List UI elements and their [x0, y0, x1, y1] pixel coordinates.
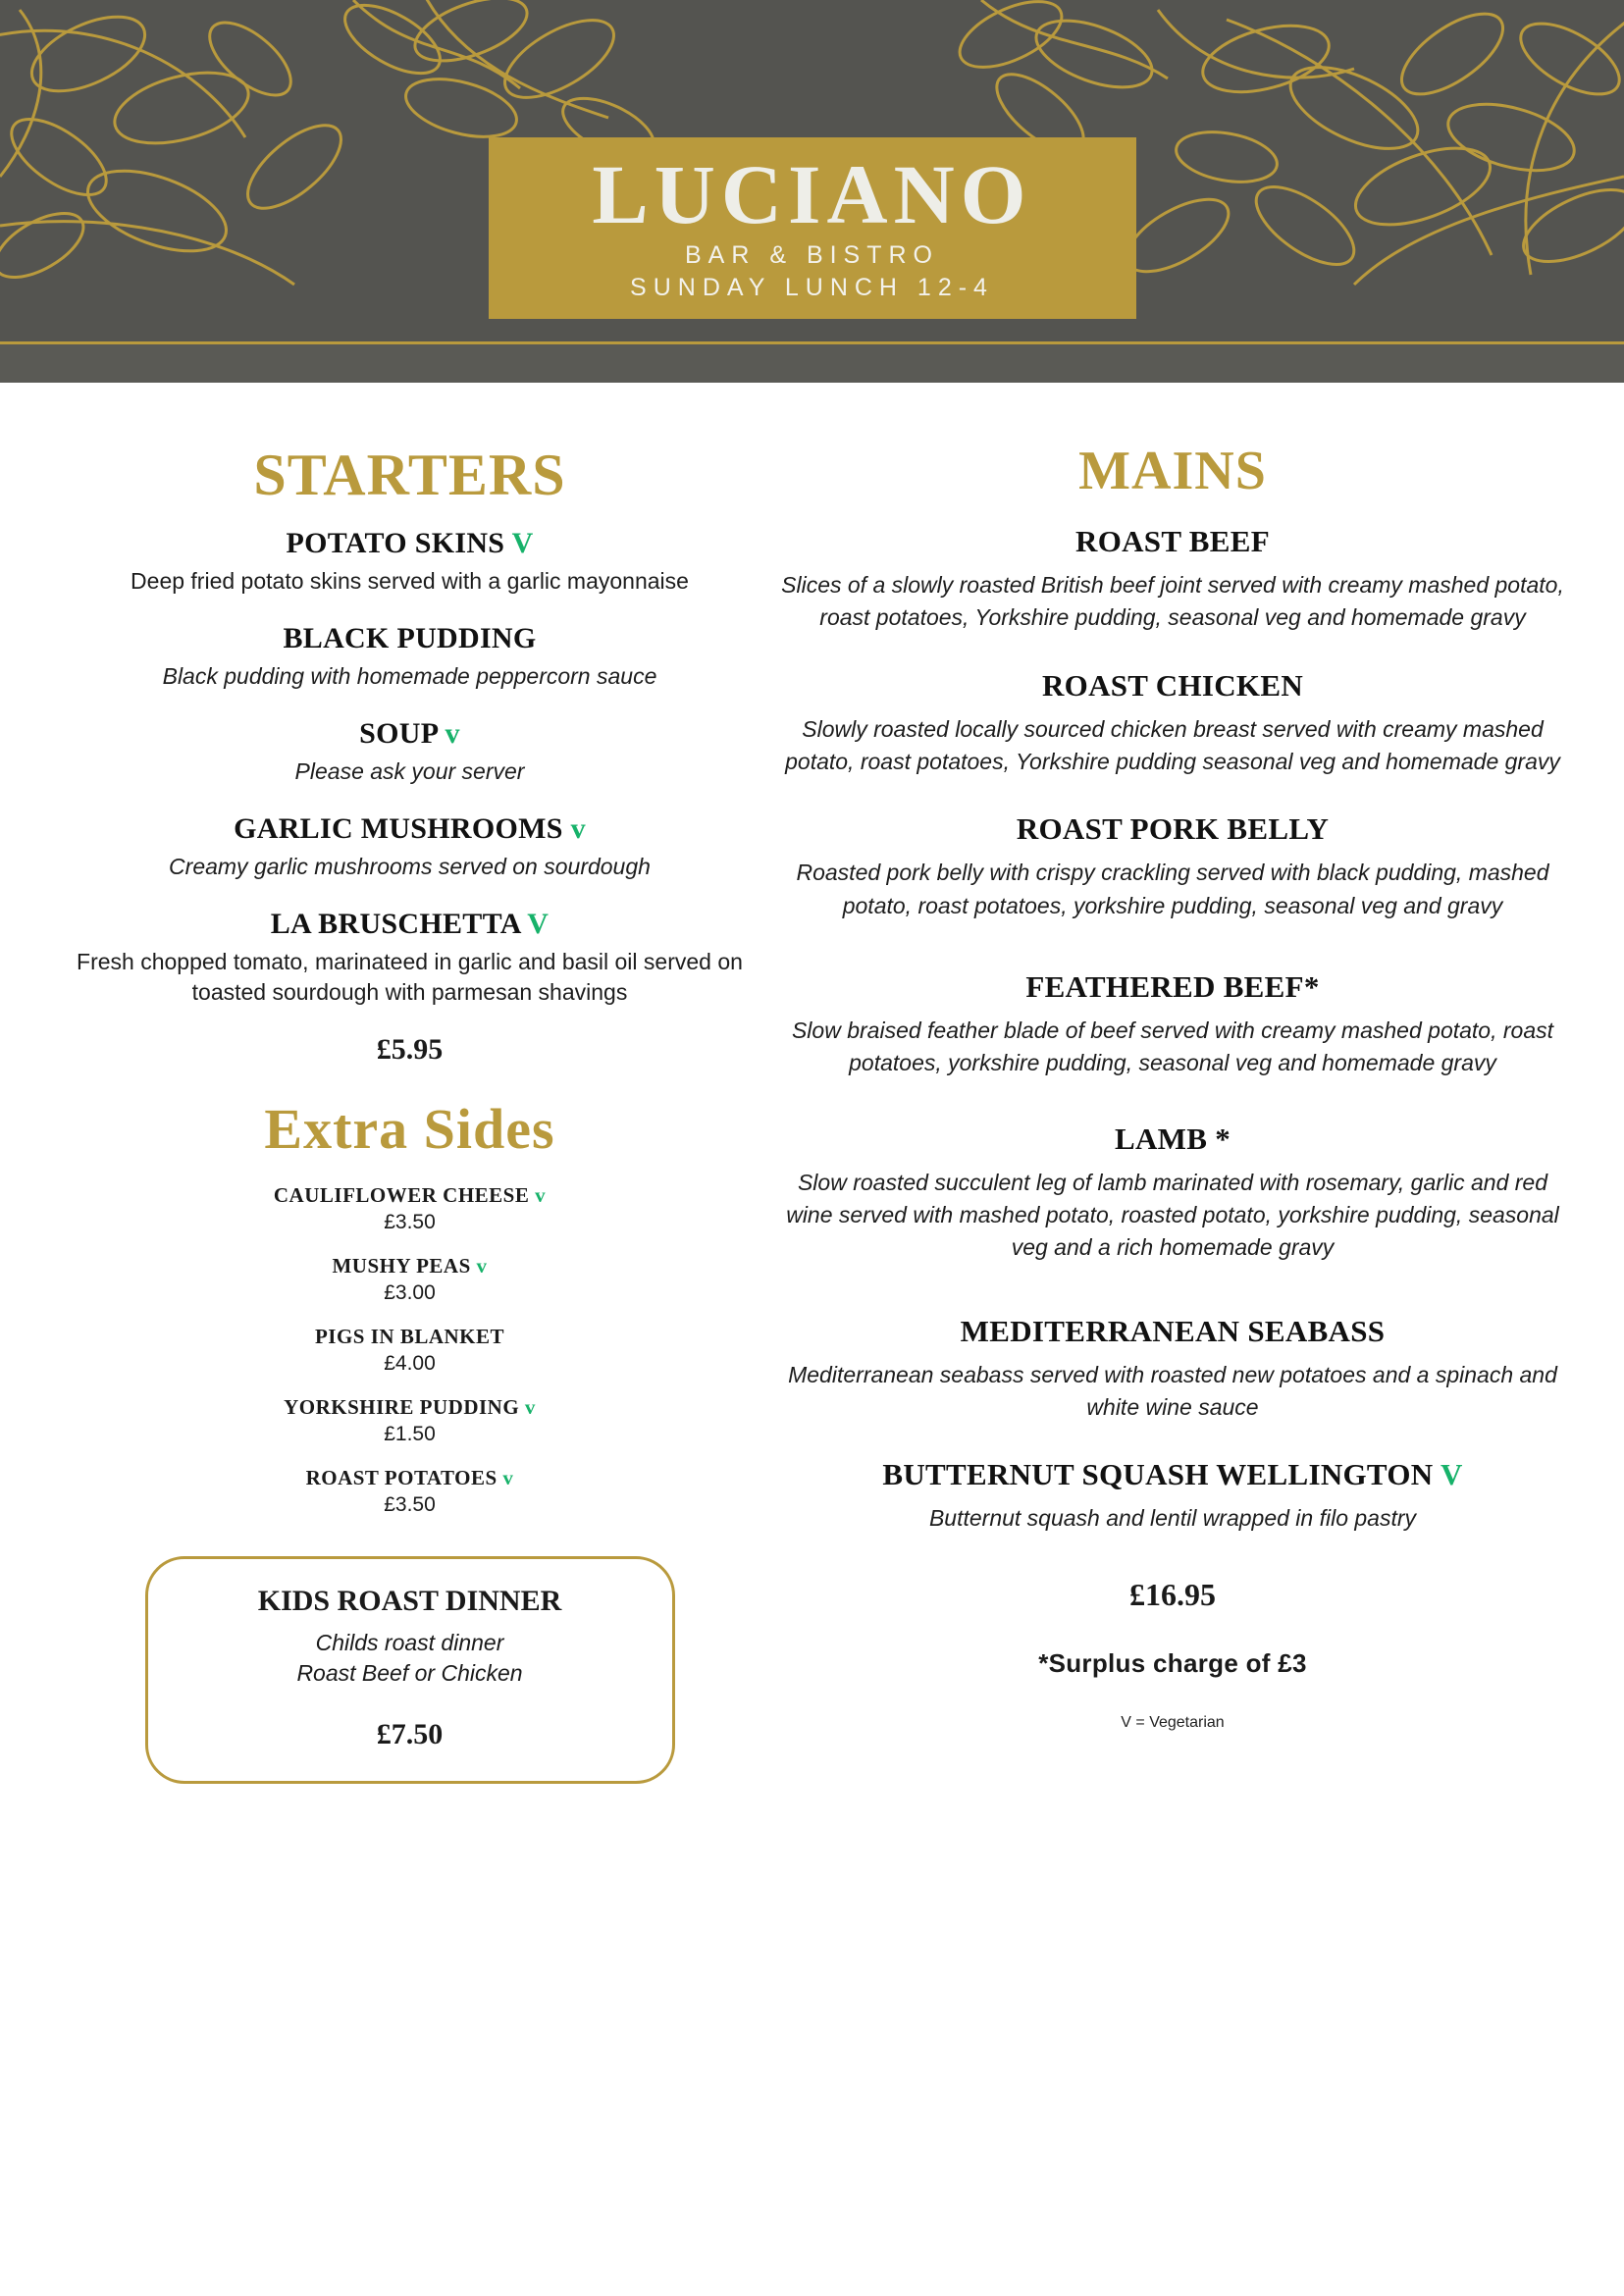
starters-column [49, 422, 770, 1784]
menu-item-label: BLACK PUDDING [283, 622, 537, 655]
section-title-extra-sides: Extra Sides [264, 1097, 555, 1162]
menu-item-label: POTATO SKINS [286, 527, 505, 559]
side-item-price: £3.50 [384, 1211, 436, 1234]
menu-item-name [69, 812, 751, 846]
side-item [69, 1183, 751, 1234]
menu-item-name [780, 1457, 1565, 1492]
side-item-label: ROAST POTATOES [305, 1466, 498, 1490]
vegetarian-marker: V [511, 527, 534, 559]
side-item-price: £1.50 [384, 1423, 436, 1446]
menu-item [780, 1457, 1565, 1535]
mains-column [770, 422, 1575, 1784]
menu-item-name [780, 668, 1565, 704]
menu-item-label: ROAST CHICKEN [1041, 667, 1304, 703]
menu-item-name [780, 1314, 1565, 1349]
menu-item-description: Butternut squash and lentil wrapped in filo pastry [928, 1505, 1417, 1532]
vegetarian-marker: v [476, 1254, 488, 1278]
menu-item-description: Fresh chopped tomato, marinateed in garlic and basil oil served on toasted sourdough with parmesan shavings [77, 949, 743, 1006]
menu-item-label: SOUP [359, 717, 438, 751]
side-item-name [69, 1325, 751, 1349]
side-item-label: YORKSHIRE PUDDING [284, 1395, 520, 1420]
menu-item-description: Creamy garlic mushrooms served on sourdough [169, 854, 651, 880]
side-item [69, 1325, 751, 1376]
menu-item [69, 622, 751, 692]
logo-subtitle-line1: BAR & BISTRO [684, 240, 940, 269]
menu-item-description: Roasted pork belly with crispy crackling served with black pudding, mashed potato, roast potatoes, yorkshire pudding, seasonal veg and gravy [796, 860, 1549, 918]
vegetarian-marker: v [524, 1395, 536, 1420]
menu-item-name [69, 622, 751, 655]
menu-item-name [69, 527, 751, 560]
menu-item-description: Slices of a slowly roasted British beef joint served with creamy mashed potato, roast potatoes, Yorkshire pudding, seasonal veg and homemade gravy [781, 572, 1564, 631]
vegetarian-marker: v [570, 812, 586, 846]
menu-item-description: Mediterranean seabass served with roasted new potatoes and a spinach and white wine sauce [788, 1361, 1557, 1421]
vegetarian-marker: v [535, 1183, 547, 1208]
side-item-name [69, 1466, 751, 1490]
menu-item-description: Please ask your server [294, 758, 525, 785]
kids-menu-line-1: Childs roast dinner [315, 1630, 504, 1656]
vegetarian-key: V = Vegetarian [1121, 1713, 1225, 1731]
kids-menu-line-2: Roast Beef or Chicken [296, 1660, 523, 1687]
menu-item-label: MEDITERRANEAN SEABASS [960, 1313, 1386, 1348]
side-item [69, 1254, 751, 1305]
side-item-price: £3.50 [384, 1493, 436, 1517]
side-item-price: £4.00 [384, 1352, 436, 1376]
side-item-label: CAULIFLOWER CHEESE [273, 1183, 530, 1208]
vegetarian-marker: v [445, 717, 460, 751]
menu-item-label: BUTTERNUT SQUASH WELLINGTON [882, 1457, 1434, 1492]
side-item-label: MUSHY PEAS [332, 1254, 471, 1278]
menu-item-label: ROAST PORK BELLY [1016, 811, 1330, 847]
menu-item [780, 1314, 1565, 1425]
menu-item-description: Deep fried potato skins served with a garlic mayonnaise [131, 568, 689, 594]
kids-menu-price: £7.50 [376, 1718, 444, 1751]
menu-item-label: LAMB * [1114, 1121, 1231, 1156]
menu-content [0, 383, 1624, 1784]
logo-subtitle-line2: SUNDAY LUNCH 12-4 [630, 274, 994, 302]
menu-item [780, 524, 1565, 635]
menu-item [69, 812, 751, 882]
menu-item-name [69, 717, 751, 751]
kids-roast-dinner-box [145, 1556, 675, 1784]
menu-item [780, 811, 1565, 922]
side-item-name [69, 1395, 751, 1420]
menu-item [69, 717, 751, 787]
side-item [69, 1395, 751, 1446]
menu-item [780, 1122, 1565, 1265]
side-item-name [69, 1254, 751, 1278]
section-title-starters: STARTERS [253, 443, 566, 507]
section-title-mains: MAINS [1078, 441, 1267, 501]
side-item-name [69, 1183, 751, 1208]
menu-item [69, 527, 751, 597]
side-item-price: £3.00 [384, 1281, 436, 1305]
side-item [69, 1466, 751, 1517]
menu-item-name [780, 969, 1565, 1005]
menu-item-name [780, 524, 1565, 559]
logo-block [489, 137, 1136, 319]
surplus-charge-note: *Surplus charge of £3 [1038, 1647, 1307, 1678]
menu-item-description: Slowly roasted locally sourced chicken breast served with creamy mashed potato, roast potatoes, Yorkshire pudding seasonal veg and homemade gravy [785, 715, 1560, 775]
menu-item [780, 969, 1565, 1080]
menu-item-label: FEATHERED BEEF* [1025, 969, 1320, 1005]
vegetarian-marker: v [502, 1466, 514, 1490]
menu-item-name [780, 1122, 1565, 1157]
menu-item-label: LA BRUSCHETTA [270, 908, 521, 941]
menu-header [0, 0, 1624, 383]
vegetarian-marker: V [527, 908, 550, 941]
menu-item-label: ROAST BEEF [1075, 524, 1270, 558]
vegetarian-marker: V [1440, 1457, 1463, 1492]
menu-item-name [780, 811, 1565, 847]
starters-price: £5.95 [376, 1033, 444, 1067]
side-item-label: PIGS IN BLANKET [314, 1325, 505, 1349]
restaurant-name: LUCIANO [592, 147, 1032, 241]
kids-menu-title: KIDS ROAST DINNER [257, 1585, 562, 1618]
header-bottom-bar [0, 341, 1624, 383]
menu-item-name [69, 908, 751, 941]
menu-item [69, 908, 751, 1008]
menu-item-label: GARLIC MUSHROOMS [234, 812, 563, 846]
menu-item-description: Slow braised feather blade of beef served with creamy mashed potato, roast potatoes, yorkshire pudding, seasonal veg and homemade gravy [791, 1018, 1554, 1076]
mains-price: £16.95 [1129, 1576, 1216, 1612]
menu-item-description: Black pudding with homemade peppercorn sauce [162, 663, 657, 690]
menu-item-description: Slow roasted succulent leg of lamb marinated with rosemary, garlic and red wine served with mashed potato, roasted potato, yorkshire pudding, seasonal veg and a rich homemade gravy [786, 1169, 1559, 1261]
menu-item [780, 668, 1565, 779]
